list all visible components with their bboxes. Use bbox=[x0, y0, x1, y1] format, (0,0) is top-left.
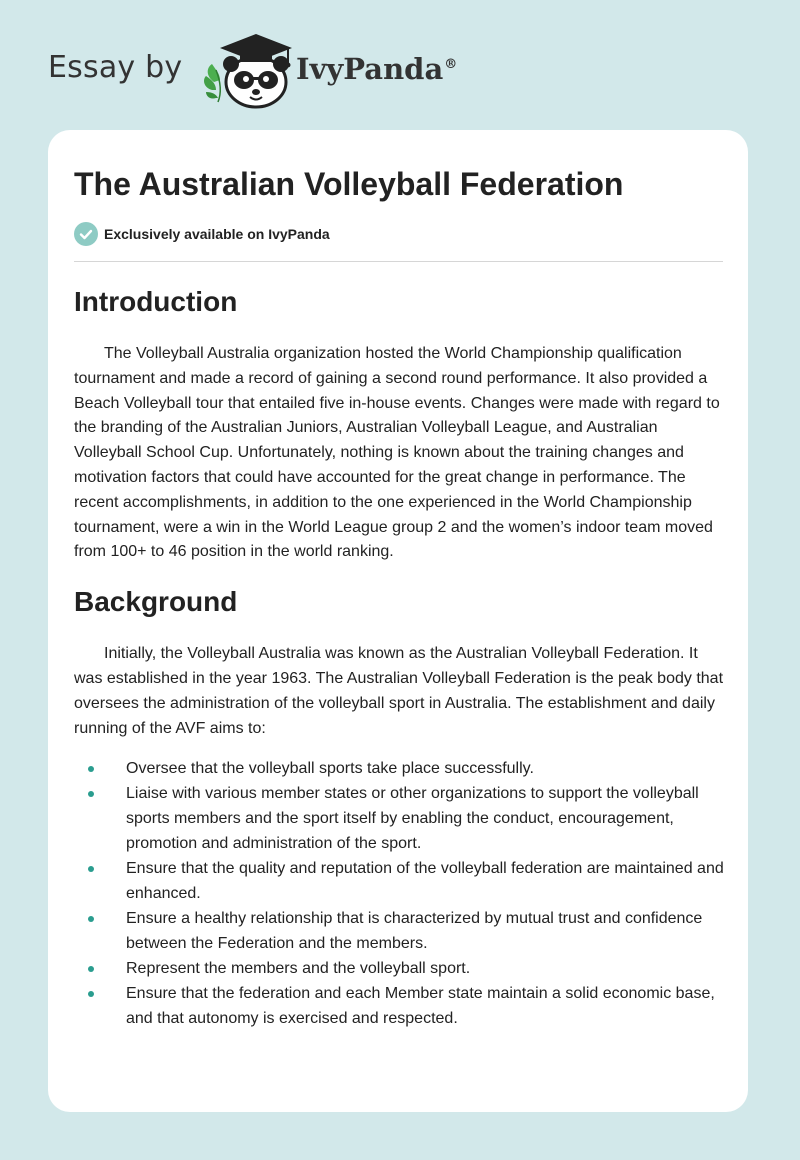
list-item-text: Ensure that the quality and reputation of the volleyball federation are maintained and enhanced. bbox=[126, 860, 724, 903]
list-item bbox=[74, 781, 726, 856]
check-circle-icon bbox=[74, 222, 98, 246]
article-title: The Australian Volleyball Federation bbox=[74, 166, 624, 202]
list-item-text: Ensure a healthy relationship that is characterized by mutual trust and confidence between the Federation and the members. bbox=[126, 910, 703, 953]
brand-prefix: Essay by bbox=[48, 50, 183, 85]
bullet-icon bbox=[88, 866, 94, 872]
article-body bbox=[74, 280, 726, 1031]
list-item bbox=[74, 981, 726, 1031]
panda-graduate-icon bbox=[200, 30, 300, 110]
list-item bbox=[74, 856, 726, 906]
list-item bbox=[74, 906, 726, 956]
section-background bbox=[74, 580, 726, 1031]
brand-name bbox=[296, 52, 457, 86]
brand-header[interactable] bbox=[48, 30, 508, 110]
aims-list bbox=[74, 756, 726, 1031]
bullet-icon bbox=[88, 991, 94, 997]
article-card bbox=[48, 130, 748, 1112]
bullet-icon bbox=[88, 791, 94, 797]
background-paragraph: Initially, the Volleyball Australia was known as the Australian Volleyball Federation. It was established in the year 1963. The Australian Volleyball Federation is the peak body that oversees the administration of the volleyball sport in Australia. The establishment and daily running of the AVF aims to: bbox=[74, 645, 724, 737]
bullet-icon bbox=[88, 916, 94, 922]
brand-name-text: IvyPanda bbox=[296, 52, 444, 86]
bullet-icon bbox=[88, 966, 94, 972]
section-heading-introduction: Introduction bbox=[74, 286, 238, 317]
list-item-text: Liaise with various member states or other organizations to support the volleyball sports members and the sport itself by enabling the conduct, encouragement, promotion and administration of the sport. bbox=[126, 785, 699, 853]
introduction-paragraph: The Volleyball Australia organization hosted the World Championship qualification tournament and made a record of gaining a second round performance. It also provided a Beach Volleyball tour that entailed five in-house events. Changes were made with regard to the branding of the Australian Juniors, Australian Volleyball League, and Australian Volleyball School Cup. Unfortunately, nothing is known about the training changes and motivation factors that could have accounted for the great change in performance. The recent accomplishments, in addition to the one experienced in the World Championship tournament, were a win in the World League group 2 and the women’s indoor team moved from 100+ to 46 position in the world ranking. bbox=[74, 345, 720, 561]
bullet-icon bbox=[88, 766, 94, 772]
exclusive-badge-text: Exclusively available on IvyPanda bbox=[104, 226, 330, 242]
list-item bbox=[74, 756, 726, 781]
brand-registered-mark: ® bbox=[444, 57, 458, 73]
section-heading-background: Background bbox=[74, 586, 238, 618]
list-item-text: Oversee that the volleyball sports take place successfully. bbox=[126, 760, 534, 778]
list-item-text: Represent the members and the volleyball sport. bbox=[126, 960, 471, 978]
list-item bbox=[74, 956, 726, 981]
section-introduction bbox=[74, 280, 726, 565]
title-divider bbox=[74, 261, 723, 262]
list-item-text: Ensure that the federation and each Member state maintain a solid economic base, and that autonomy is exercised and respected. bbox=[126, 985, 715, 1028]
exclusive-badge bbox=[74, 222, 330, 246]
